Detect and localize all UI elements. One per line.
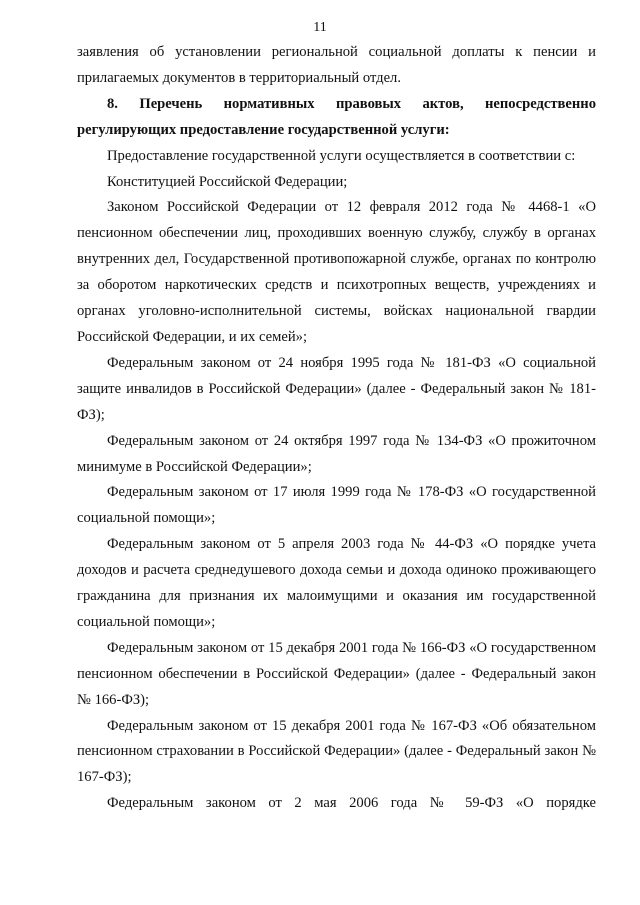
- paragraph: Федеральным законом от 17 июля 1999 года № 178-ФЗ «О государственной социальной помощи»;: [77, 484, 596, 527]
- document-body: [77, 40, 596, 817]
- paragraph: Федеральным законом от 24 октября 1997 года № 134-ФЗ «О прожиточном минимуме в Российской Федерации»;: [77, 432, 596, 475]
- paragraph: Федеральным законом от 2 мая 2006 года № 59-ФЗ «О порядке: [107, 795, 596, 812]
- paragraph: заявления об установлении региональной социальной доплаты к пенсии и прилагаемых документов в территориальный отдел.: [77, 44, 596, 86]
- paragraph: Федеральным законом от 15 декабря 2001 года № 166-ФЗ «О государственном пенсионном обеспечении в Российской Федерации» (далее - Федеральный закон № 166-ФЗ);: [77, 639, 596, 708]
- paragraph: Конституцией Российской Федерации;: [107, 173, 348, 190]
- paragraph: Федеральным законом от 24 ноября 1995 года № 181-ФЗ «О социальной защите инвалидов в Российской Федерации» (далее - Федеральный закон № 181-ФЗ);: [77, 354, 596, 423]
- section-heading: 8. Перечень нормативных правовых актов, непосредственно регулирующих предоставление государственной услуги:: [77, 95, 596, 138]
- paragraph: Федеральным законом от 5 апреля 2003 года № 44-ФЗ «О порядке учета доходов и расчета среднедушевого дохода семьи и дохода одиноко проживающего гражданина для признания их малоимущими и оказания им государственной социальной помощи»;: [77, 536, 596, 630]
- paragraph: Предоставление государственной услуги осуществляется в соответствии с:: [107, 147, 576, 164]
- paragraph: Законом Российской Федерации от 12 февраля 2012 года № 4468-1 «О пенсионном обеспечении лиц, проходивших военную службу, службу в органах внутренних дел, Государственной противопожарной службе, органах по контролю за оборотом наркотических средств и психотропных веществ, учреждениях и органах уголовно-исполнительной системы, войсках национальной гвардии Российской Федерации, и их семей»;: [77, 199, 596, 345]
- page-number: 11: [313, 20, 327, 35]
- paragraph: Федеральным законом от 15 декабря 2001 года № 167-ФЗ «Об обязательном пенсионном страховании в Российской Федерации» (далее - Федеральный закон № 167-ФЗ);: [77, 717, 596, 786]
